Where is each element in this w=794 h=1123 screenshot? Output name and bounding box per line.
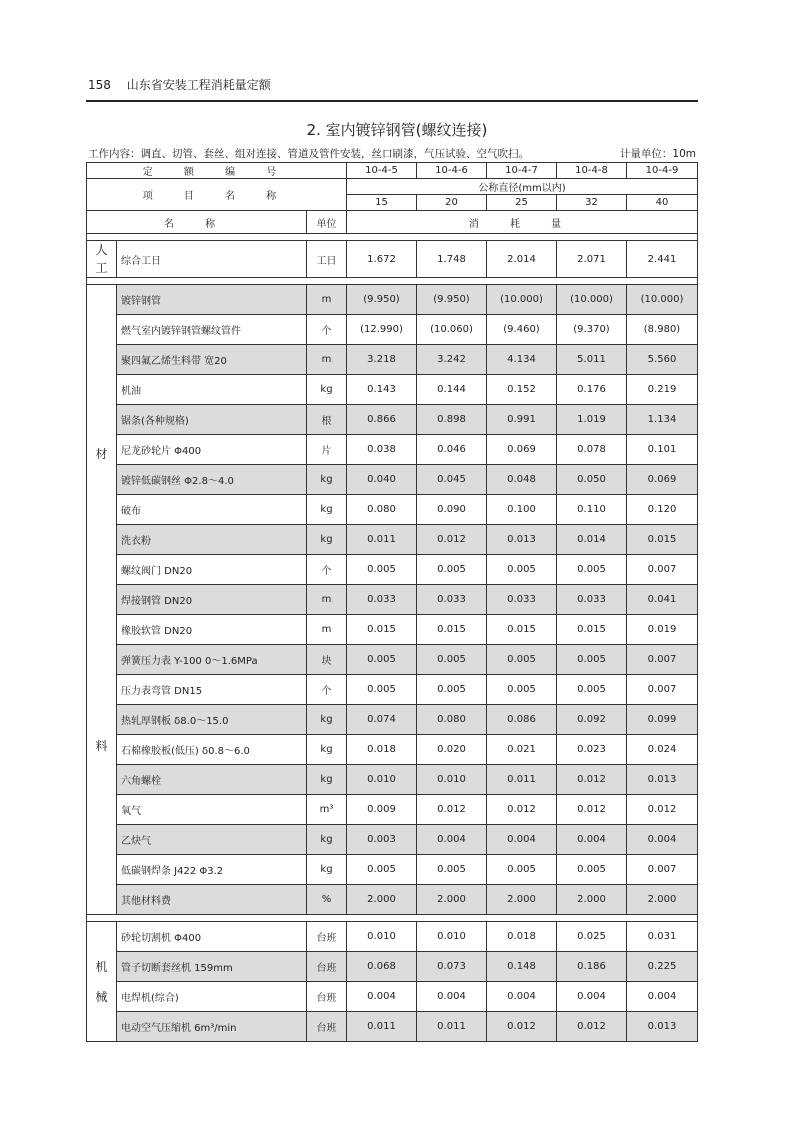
value-cell: 0.014 [557,525,627,555]
value-cell: 0.005 [417,555,487,585]
value-cell: 2.000 [347,885,417,915]
value-cell: 0.186 [557,952,627,982]
unit-cell: kg [307,765,347,795]
section-title: 2. 室内镀锌钢管(螺纹连接) [306,121,488,139]
page-header [88,76,283,93]
table-row [87,345,698,375]
value-cell: 0.048 [487,465,557,495]
quota-code: 10-4-6 [417,163,487,179]
value-cell: (9.950) [347,285,417,315]
table-row [87,241,698,278]
value-cell: 0.144 [417,375,487,405]
page-number: 158 [88,78,111,92]
unit-cell: 台班 [307,982,347,1012]
table-row [87,285,698,315]
value-cell: (9.370) [557,315,627,345]
value-cell: (12.990) [347,315,417,345]
value-cell: 0.069 [487,435,557,465]
value-cell: 0.012 [557,1012,627,1042]
category-char: 材 [95,446,108,461]
value-cell: 2.000 [487,885,557,915]
section-spacer-cell [87,234,698,241]
material-name: 低碳钢焊条 J422 Φ3.2 [117,855,307,885]
value-cell: 0.073 [417,952,487,982]
value-cell: 0.005 [347,855,417,885]
value-cell: 0.068 [347,952,417,982]
value-cell: 0.225 [627,952,698,982]
value-cell: 0.015 [487,615,557,645]
value-cell: 0.033 [487,585,557,615]
value-cell: 1.672 [347,241,417,278]
value-cell: 0.013 [487,525,557,555]
value-cell: 4.134 [487,345,557,375]
value-cell: 0.143 [347,375,417,405]
value-cell: 0.069 [627,465,698,495]
value-cell: 0.007 [627,855,698,885]
category-char: 机 [95,959,108,974]
table-row [87,405,698,435]
quota-table [86,162,698,1042]
value-cell: 0.015 [347,615,417,645]
table-row [87,495,698,525]
value-cell: 0.110 [557,495,627,525]
unit-cell: 片 [307,435,347,465]
category-char: 械 [95,989,108,1004]
quota-no-label-text: 定 额 编 号 [142,167,291,178]
diameter-value: 20 [417,195,487,211]
material-name: 乙炔气 [117,825,307,855]
section-spacer-cell [87,915,698,922]
work-content: 工作内容：调直、切管、套丝、组对连接、管道及管件安装，丝口刷漆，气压试验、空气吹扫。 [88,148,529,160]
material-name: 锯条(各种规格) [117,405,307,435]
value-cell: 0.219 [627,375,698,405]
value-cell: 0.011 [417,1012,487,1042]
value-cell: 0.092 [557,705,627,735]
value-cell: (10.000) [557,285,627,315]
category-cell [87,285,117,915]
material-name: 焊接钢管 DN20 [117,585,307,615]
column-header-row [87,211,698,234]
consumption-header [347,211,698,234]
value-cell: 0.045 [417,465,487,495]
value-cell: 0.080 [417,705,487,735]
value-cell: 0.100 [487,495,557,525]
name-header-text: 名 称 [163,218,230,230]
value-cell: 2.441 [627,241,698,278]
table-row [87,922,698,952]
value-cell: 0.046 [417,435,487,465]
value-cell: 0.176 [557,375,627,405]
quota-no-label [87,163,347,179]
table-row [87,1012,698,1042]
value-cell: 0.148 [487,952,557,982]
value-cell: 0.013 [627,765,698,795]
material-name: 氧气 [117,795,307,825]
value-cell: 0.021 [487,735,557,765]
category-cell [87,241,117,278]
diameter-label-row [87,179,698,195]
unit-cell: kg [307,375,347,405]
category-char: 料 [95,738,108,753]
value-cell: 0.991 [487,405,557,435]
value-cell: 0.010 [417,922,487,952]
value-cell: 0.023 [557,735,627,765]
value-cell: 0.033 [557,585,627,615]
value-cell: 0.005 [487,555,557,585]
value-cell: 0.041 [627,585,698,615]
value-cell: 0.004 [627,825,698,855]
value-cell: 0.078 [557,435,627,465]
value-cell: 2.000 [627,885,698,915]
header-rule [86,100,698,102]
table-row [87,705,698,735]
value-cell: 0.012 [557,765,627,795]
unit-cell: 根 [307,405,347,435]
value-cell: 0.012 [487,1012,557,1042]
value-cell: 0.012 [557,795,627,825]
value-cell: 0.004 [417,982,487,1012]
unit-cell: 台班 [307,922,347,952]
value-cell: (10.060) [417,315,487,345]
value-cell: 0.866 [347,405,417,435]
value-cell: 0.005 [487,675,557,705]
table-row [87,855,698,885]
value-cell: 0.005 [557,645,627,675]
value-cell: 0.080 [347,495,417,525]
section-spacer [87,278,698,285]
value-cell: 0.033 [417,585,487,615]
unit-cell: m [307,585,347,615]
consumption-header-text: 消 耗 量 [468,218,576,230]
value-cell: (10.000) [627,285,698,315]
value-cell: 0.033 [347,585,417,615]
material-name: 六角螺栓 [117,765,307,795]
value-cell: 0.004 [417,825,487,855]
unit-cell: kg [307,735,347,765]
unit-cell: 个 [307,555,347,585]
table-row [87,525,698,555]
category-char: 人 [95,243,108,257]
value-cell: 5.560 [627,345,698,375]
value-cell: 0.898 [417,405,487,435]
value-cell: 1.134 [627,405,698,435]
value-cell: 0.025 [557,922,627,952]
value-cell: 2.000 [417,885,487,915]
material-name: 管子切断套丝机 159mm [117,952,307,982]
section-spacer [87,234,698,241]
quota-code: 10-4-7 [487,163,557,179]
value-cell: (9.950) [417,285,487,315]
material-name: 其他材料费 [117,885,307,915]
value-cell: 0.005 [557,675,627,705]
value-cell: 3.218 [347,345,417,375]
table-row [87,825,698,855]
material-name: 机油 [117,375,307,405]
value-cell: 0.015 [557,615,627,645]
value-cell: 0.101 [627,435,698,465]
category-char: 工 [95,261,108,275]
value-cell: 0.074 [347,705,417,735]
table-row [87,735,698,765]
value-cell: 0.004 [487,982,557,1012]
unit-cell: 个 [307,675,347,705]
value-cell: 0.012 [487,795,557,825]
table-row [87,795,698,825]
material-name: 弹簧压力表 Y-100 0～1.6MPa [117,645,307,675]
value-cell: 0.011 [347,1012,417,1042]
value-cell: 0.005 [417,675,487,705]
value-cell: 2.071 [557,241,627,278]
value-cell: 0.013 [627,1012,698,1042]
value-cell: 0.005 [487,855,557,885]
value-cell: 0.005 [417,855,487,885]
value-cell: 0.005 [417,645,487,675]
value-cell: 0.004 [557,825,627,855]
value-cell: 0.090 [417,495,487,525]
value-cell: 0.024 [627,735,698,765]
value-cell: 0.012 [417,525,487,555]
value-cell: 0.020 [417,735,487,765]
material-name: 砂轮切割机 Φ400 [117,922,307,952]
value-cell: 0.010 [347,765,417,795]
value-cell: 0.007 [627,675,698,705]
value-cell: 0.018 [487,922,557,952]
value-cell: 0.012 [627,795,698,825]
material-name: 综合工日 [117,241,307,278]
value-cell: 0.007 [627,555,698,585]
unit-cell: 个 [307,315,347,345]
item-name-label-text: 项 目 名 称 [142,191,291,202]
unit-cell: 台班 [307,1012,347,1042]
table-row [87,765,698,795]
table-row [87,585,698,615]
material-name: 热轧厚钢板 δ8.0～15.0 [117,705,307,735]
table-row [87,952,698,982]
value-cell: 0.004 [627,982,698,1012]
unit-cell: kg [307,855,347,885]
value-cell: 0.011 [487,765,557,795]
measure-unit: 计量单位：10m [619,148,696,160]
table-row [87,375,698,405]
table-row [87,885,698,915]
material-name: 电焊机(综合) [117,982,307,1012]
value-cell: 0.012 [417,795,487,825]
material-name: 电动空气压缩机 6m³/min [117,1012,307,1042]
quota-code-row [87,163,698,179]
value-cell: 0.011 [347,525,417,555]
material-name: 螺纹阀门 DN20 [117,555,307,585]
value-cell: 0.005 [557,855,627,885]
unit-cell: kg [307,465,347,495]
value-cell: 0.099 [627,705,698,735]
value-cell: 0.015 [627,525,698,555]
table-row [87,982,698,1012]
material-name: 洗衣粉 [117,525,307,555]
value-cell: 0.010 [417,765,487,795]
table-row [87,315,698,345]
value-cell: 0.004 [487,825,557,855]
unit-header: 单位 [307,211,347,234]
value-cell: 0.040 [347,465,417,495]
value-cell: 0.018 [347,735,417,765]
unit-cell: m [307,285,347,315]
material-name: 破布 [117,495,307,525]
unit-cell: kg [307,705,347,735]
category-cell [87,922,117,1042]
diameter-value: 40 [627,195,698,211]
value-cell: 0.005 [487,645,557,675]
table-row [87,465,698,495]
value-cell: 0.050 [557,465,627,495]
unit-cell: m [307,345,347,375]
quota-code: 10-4-9 [627,163,698,179]
value-cell: 0.019 [627,615,698,645]
value-cell: (8.980) [627,315,698,345]
value-cell: 3.242 [417,345,487,375]
material-name: 燃气室内镀锌钢管螺纹管件 [117,315,307,345]
table-row [87,615,698,645]
table-row [87,555,698,585]
value-cell: 0.004 [347,982,417,1012]
value-cell: 0.086 [487,705,557,735]
unit-cell: 块 [307,645,347,675]
material-name: 聚四氟乙烯生料带 宽20 [117,345,307,375]
material-name: 石棉橡胶板(低压) δ0.8～6.0 [117,735,307,765]
value-cell: 0.005 [347,675,417,705]
diameter-label: 公称直径(mm以内) [347,179,698,195]
material-name: 压力表弯管 DN15 [117,675,307,705]
value-cell: 1.019 [557,405,627,435]
value-cell: 0.004 [557,982,627,1012]
unit-cell: 工日 [307,241,347,278]
value-cell: 0.007 [627,645,698,675]
value-cell: 0.120 [627,495,698,525]
diameter-value: 32 [557,195,627,211]
table-row [87,435,698,465]
value-cell: (10.000) [487,285,557,315]
unit-cell: 台班 [307,952,347,982]
material-name: 橡胶软管 DN20 [117,615,307,645]
value-cell: 0.003 [347,825,417,855]
value-cell: 0.015 [417,615,487,645]
value-cell: 0.009 [347,795,417,825]
unit-cell: % [307,885,347,915]
value-cell: 0.005 [557,555,627,585]
diameter-value: 25 [487,195,557,211]
name-header [87,211,307,234]
unit-cell: m³ [307,795,347,825]
table-row [87,645,698,675]
value-cell: 0.038 [347,435,417,465]
material-name: 镀锌钢管 [117,285,307,315]
quota-code: 10-4-5 [347,163,417,179]
unit-cell: kg [307,495,347,525]
value-cell: 2.000 [557,885,627,915]
item-name-label [87,179,347,211]
work-content-line [88,146,696,161]
unit-cell: m [307,615,347,645]
quota-code: 10-4-8 [557,163,627,179]
unit-cell: kg [307,525,347,555]
table-row [87,675,698,705]
value-cell: 1.748 [417,241,487,278]
value-cell: (9.460) [487,315,557,345]
value-cell: 2.014 [487,241,557,278]
book-title: 山东省安装工程消耗量定额 [126,78,271,92]
section-spacer-cell [87,278,698,285]
value-cell: 0.005 [347,555,417,585]
unit-cell: kg [307,825,347,855]
value-cell: 0.031 [627,922,698,952]
value-cell: 0.010 [347,922,417,952]
value-cell: 5.011 [557,345,627,375]
section-spacer [87,915,698,922]
value-cell: 0.152 [487,375,557,405]
diameter-value: 15 [347,195,417,211]
material-name: 尼龙砂轮片 Φ400 [117,435,307,465]
value-cell: 0.005 [347,645,417,675]
material-name: 镀锌低碳钢丝 Φ2.8～4.0 [117,465,307,495]
